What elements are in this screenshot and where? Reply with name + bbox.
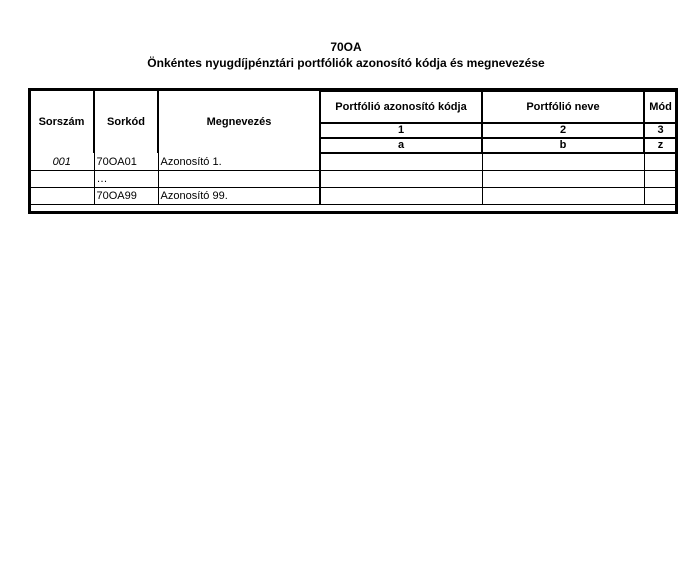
- cell-mod[interactable]: [644, 188, 676, 205]
- cell-mod[interactable]: [644, 171, 676, 188]
- cell-portfolio-name[interactable]: [482, 153, 644, 171]
- cell-portfolio-name[interactable]: [482, 171, 644, 188]
- table-row: [30, 188, 676, 205]
- header-megnevezes: Megnevezés: [158, 91, 320, 153]
- cell-mod[interactable]: [644, 153, 676, 171]
- header-portfolio-name: Portfólió neve: [482, 91, 644, 123]
- row-sorszam: [30, 188, 94, 205]
- cell-portfolio-name[interactable]: [482, 188, 644, 205]
- row-sorkod: 70OA99: [94, 188, 158, 205]
- col-letter-z: z: [644, 138, 676, 153]
- cell-portfolio-code[interactable]: [320, 153, 482, 171]
- portfolio-table: [30, 90, 676, 205]
- row-megnevezes: Azonosító 99.: [158, 188, 320, 205]
- table-row: [30, 153, 676, 171]
- row-sorkod: 70OA01: [94, 153, 158, 171]
- row-megnevezes: [158, 171, 320, 188]
- col-letter-a: a: [320, 138, 482, 153]
- cell-portfolio-code[interactable]: [320, 188, 482, 205]
- row-megnevezes: Azonosító 1.: [158, 153, 320, 171]
- col-number-3: 3: [644, 123, 676, 138]
- cell-portfolio-code[interactable]: [320, 171, 482, 188]
- row-sorkod: …: [94, 171, 158, 188]
- table-row: [30, 171, 676, 188]
- header-sorszam: Sorszám: [30, 91, 94, 153]
- row-sorszam: 001: [30, 153, 94, 171]
- row-sorszam: [30, 171, 94, 188]
- col-number-2: 2: [482, 123, 644, 138]
- col-letter-b: b: [482, 138, 644, 153]
- header-mod: Mód: [644, 91, 676, 123]
- header-sorkod: Sorkód: [94, 91, 158, 153]
- form-title: Önkéntes nyugdíjpénztári portfóliók azonosító kódja és megnevezése: [147, 56, 545, 70]
- header-portfolio-code: Portfólió azonosító kódja: [320, 91, 482, 123]
- header-row: [30, 91, 676, 123]
- col-number-1: 1: [320, 123, 482, 138]
- form-code: 70OA: [330, 40, 362, 54]
